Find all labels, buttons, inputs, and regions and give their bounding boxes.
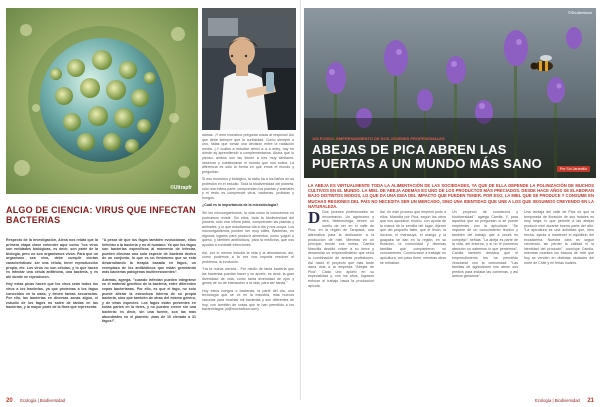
page-number: 21	[587, 398, 594, 404]
left-column-right	[202, 133, 294, 388]
lab-illustration	[202, 8, 296, 130]
paragraph: "A pesar de que los fagos también evolucionan, ellos infectan a la bacteria y no al humano. Ya que los fagos son bacterias específicos al momento de infectar, pueden eliminar una sola especie de bacteria dentro de un conjunto, lo que es un fenómeno que se está desarrollando la terapia basada en fagos, un reemplazo de los antibióticos que están generando más bacterias patógenas multirresistentes".	[102, 238, 196, 275]
photo-caption: ©Shutterstock	[568, 11, 592, 15]
left-page	[0, 0, 300, 404]
lab-photo	[202, 8, 296, 130]
right-column-4	[524, 210, 594, 385]
paragraph: Respecto de la investigación, Alexa nos relata que la primera etapa clave entender aquí como "los virus son entidades biológicas, es decir, son parte de la biología, pero no son organismos vivos. Para que un organismo sea vivo, debe cumplir ciertas características: ser una célula, tener reproducción propia, etc. Los virus no son células, y lo que hacen es infectar una célula anfitriona, una bacteria, y es ahí donde se reproducen.	[6, 238, 98, 279]
paragraph: Sin los microorganismos, la vida como la conocemos no podríamos existir. Sin ellos, toda la biodiversidad del planeta, sólo una ínfima parte, comprenden las plantas y animales, y lo que estudiamos día a día y nos ocupa. Los microorganismos pueden ser muy útiles, Bacterias, en algunos lugares para producir alimentos, como yogurt o queso, y también antibióticos, para la medicina, que nos ayudan a combatir infecciones.	[202, 210, 294, 248]
left-column-1	[6, 238, 98, 386]
bee-flowers-photo	[304, 8, 596, 178]
paragraph: Así, en este proceso que empezó junto a ellos, Mancilla por Pica, según los otros que nos ayudaron mucho, con ayuda de la marca de la semilla del lugar, dijeron que del pequeño taller, que el limón, la lúcuma, el maracuyá, el mango y la guayaba se dan en la región, en su floración, la comunidad y diversas familias que compartieron su conocimiento. Comenzaron a trabajar en apicultura, con paso firme, mientras otros se retiraban.	[380, 210, 446, 265]
footer-text: Ecología | Biodiversidad	[20, 398, 65, 403]
paragraph: "Ha la nueva ciencia... Por medio de tanta bacteria que las bacterias puedan hacer y su aporte, es decir, la gran diversidad de vida, como tanta diversidad de ojos y genes de no de interacción a la vida, para ser sanas."	[202, 267, 294, 286]
left-footer	[6, 389, 65, 404]
right-page	[300, 0, 600, 404]
right-column-2	[380, 210, 446, 385]
right-column-3	[452, 210, 518, 385]
paragraph: Hoy estos hongos o bacterias, la parte del día, una tecnología que se ve en la industria, más nuevos vacunas para muchas mil bacterias y son diferentes de hoy, con también de cosas que te han permitido a los bacteriófagos (cl@muchafluor.com).	[202, 288, 294, 312]
article-lead: LA ABEJA ES VIRTUALMENTE TODA LA ALIMENTACIÓN DE LAS SOCIEDADES, YA QUE DE ELLA DEPENDE LA POLINIZACIÓN DE MUCHOS CULTIVOS EN EL MUNDO. LA MIEL DE ABEJA ADEMÁS ES UNO DE LOS PRODUCTOS MÁS PRECIADOS. DESDE HACE AÑOS SE ELABORAN BAJO DISTINTOS MODOS, LO QUE DA UNA IDEA DEL IMPACTO QUE PUEDEN TENER. POR ESO, LA MIEL QUE SE PRODUCE Y CONSUME EN MUCHAS REGIONES DEL PAÍS NO NECESITA SER UN MERCADO, SINO UNA IDENTIDAD QUE UNE A LOS QUE SEGUIMOS CREYENDO EN LA NATURALEZA.	[308, 183, 594, 209]
subheading-question: ¿Cuál es la importancia de la microbiología?	[202, 203, 279, 208]
paragraph: Una ventaja del valle de Pica es que la temporada de floración de sus frutales es muy larga, lo que permite a las abejas producir miel durante buena parte del año. "La apicultura es una actividad que, bien hecha, ayuda a mantener el equilibrio del ecosistema. Nuestra idea es seguir creciendo, sin perder la calidad ni la identidad del producto", concluye Camila, mientras muestra los frascos de miel que hoy se venden en distintas ciudades del norte de Chile y en ferias locales.	[524, 210, 594, 265]
author-tag: Por Sol Jaramillo	[557, 166, 590, 172]
paragraph: Dos jóvenes profesionales se encontraron. Un agrónomo y otra, biotecnóloga, tienen un sueño de ver en el valle de Pica, en la región de Tarapacá, una alternativa para la dedicación a la producción de miel. Mientras en un principio tenían sus metas, Camila Mancilla decidió volver a su tierra y desarrollar un emprendimiento que sería la combinación de ambas profesiones. Así nació el proyecto que más tarde daría vida a la empresa "Abejas de Pica". Cada uno aportó en su especialidad y, con los años, lograron enfocar el trabajo hacia la producción apícola.	[308, 210, 374, 288]
article-title: ABEJAS DE PICA ABREN LAS	[312, 142, 507, 157]
right-footer	[535, 389, 594, 404]
right-column-1	[308, 210, 374, 385]
drop-cap: D	[308, 210, 321, 227]
paragraph: Así, por lo menos estudia la vida y la abundancia, así, como podemos a la vez nos importa resolver el problema, la evolución.	[202, 250, 294, 264]
article-title-line-2: PUERTAS A UN MUNDO MÁS SANO	[312, 156, 543, 171]
article-kicker: 100 FOSSO: EMPRENDIMIENTO DE DOS JÓVENES PROFESIONALES	[312, 136, 445, 141]
virus-microscope-photo	[6, 8, 198, 194]
paragraph: Hoy estas picas hacen que los virus sean todos los virus a los bacterias, ya que proteínas a los fagos conocidos en la nada, y tienen tantas secuencias. Por ello, las bacterias en diversas zonas algún, el estudio de los fagos no salen de tantas en las bacterias, y la mayor parte de la flora que representa.	[6, 282, 98, 310]
page-number: 20	[6, 398, 13, 404]
left-column-2	[102, 238, 196, 386]
photo-credit: ©Ultrapfr	[170, 185, 192, 191]
virus-illustration	[6, 8, 198, 194]
paragraph: Si eso monstruo y biológico, la radio ha a los daños en su profesión en el estudio. Toda la biodiversidad del planeta, sólo una infima parte, comprenden los plantas y animales y el resto es comprende virus, bacterias, protistas y hongos.	[202, 177, 294, 200]
paragraph: dianas. ¡Y eme monstruo pregunta cosas al respecto! Así que debe siempre que la curiosidad. Como siempre a uno, fallas que tomar una decisión entre la radiación media. ¿Y cuáles a estudiar cienci a a a artey, hay en dónde ay aprendiendo a complementarios. Ahora que lo pienso, ambos son las tienen a ríes muy similares: observar y cuestionarse el mundo que nos rodea. La diferencia es sólo la forma en que emos el mundo y preguntas.	[202, 133, 294, 174]
footer-text: Ecología | Biodiversidad	[535, 398, 580, 403]
photo-title-overlay	[312, 136, 592, 171]
paragraph: Un proyecto de conciencia y biodiversidad", agrega Camila. Y, para aquellos que se preguntan si se puede emprender con la apicultura: "Se requiere de un conocimiento técnico y también del trabajo que a veces es complejo", señala. "La abeja es parte de la vida, del entorno, y si no le ponemos atención no sabemos lo que perdemos". Camila también destaca que el emprendimiento les ha permitido vincularse con la comunidad: "Las familias de agricultores nos abren sus predios para instalar las colmenas, y así ambos ganamos".	[452, 210, 518, 279]
paragraph: Además, agrega, "cuando infectan pueden integrarse en el material genético de la bacteria, entre diferentes cepas bacterianas. Por ello, es que el fago, no solo puede alterar la estructura interna de su propia bacteria, sino que también de otras del mismo género, y de otras especies. Los fagos están presentes en todas partes en la tierra, y no pueden crecer sin una bacteria: es decir, sin una fuente, son las más abundantes en el planeta: ¡más de 10 elevado a 31 fagos!".	[102, 277, 196, 324]
article-title: ALGO DE CIENCIA: VIRUS QUE INFECTAN BACTERIAS	[6, 205, 196, 225]
